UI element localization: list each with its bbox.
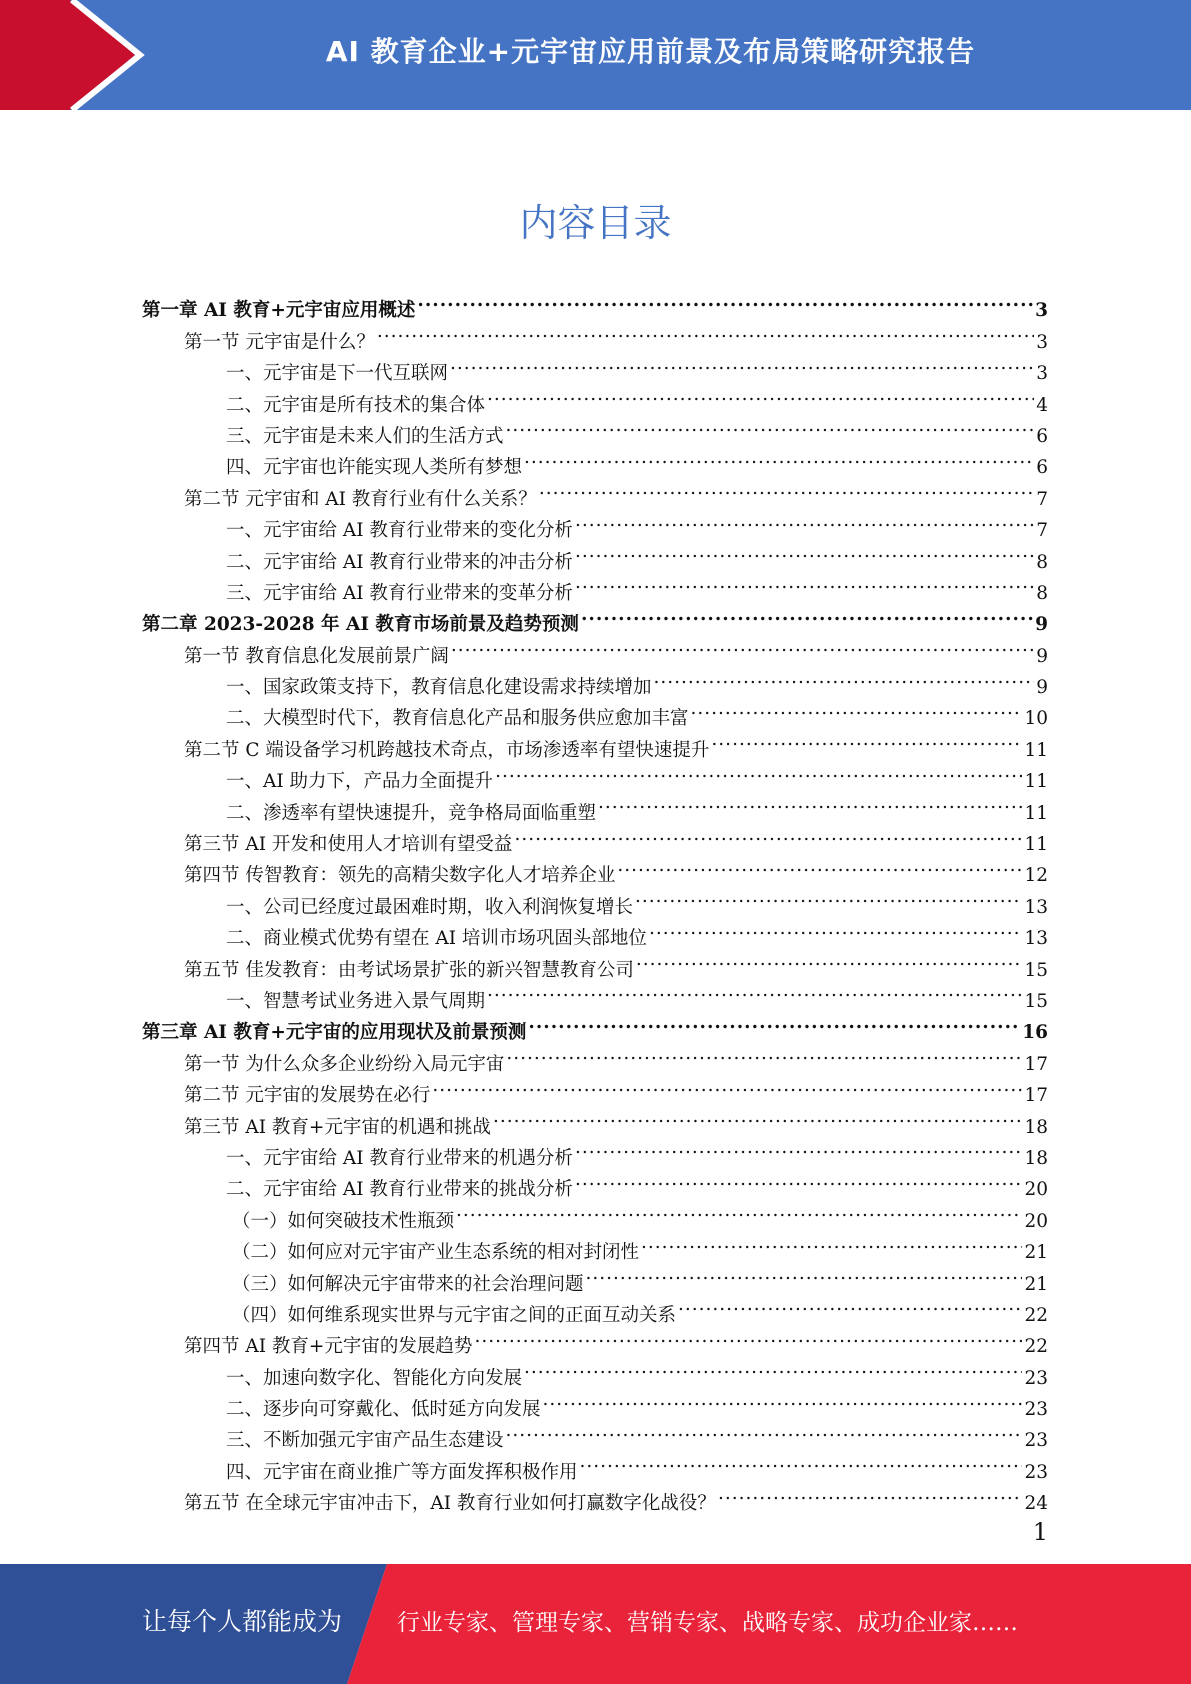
toc-entry-title: 二、元宇宙是所有技术的集合体 <box>226 394 486 416</box>
toc-entry-page: 8 <box>1036 582 1048 604</box>
toc-entry-page: 17 <box>1024 1085 1048 1107</box>
toc-entry-page: 16 <box>1022 1022 1048 1044</box>
toc-entry-page: 12 <box>1024 865 1048 887</box>
toc-dot-leader <box>417 285 1033 316</box>
toc-entry-page: 9 <box>1036 645 1048 667</box>
toc-entry-title: 第三节 AI 教育+元宇宙的机遇和挑战 <box>184 1116 491 1138</box>
toc-entry-title: 二、大模型时代下，教育信息化产品和服务供应愈加丰富 <box>226 708 689 730</box>
toc-entry-page: 13 <box>1024 928 1048 950</box>
toc-dot-leader <box>506 1038 1022 1069</box>
toc-dot-leader <box>456 1195 1022 1226</box>
toc-entry-page: 10 <box>1024 708 1048 730</box>
toc-entry-title: 第四节 AI 教育+元宇宙的发展趋势 <box>184 1336 473 1358</box>
toc-entry-page: 11 <box>1024 739 1048 761</box>
toc-entry-page: 23 <box>1024 1430 1048 1452</box>
toc-entry-page: 17 <box>1024 1053 1048 1075</box>
toc-dot-leader <box>450 348 1034 379</box>
toc-entry-title: 二、逐步向可穿戴化、低时延方向发展 <box>226 1399 541 1421</box>
toc-entry-page: 15 <box>1024 990 1048 1012</box>
toc-entry-page: 7 <box>1036 520 1048 542</box>
toc-dot-leader <box>718 1478 1023 1509</box>
toc-entry-page: 22 <box>1024 1336 1048 1358</box>
toc-dot-leader <box>598 787 1022 818</box>
toc-entry-title: 一、智慧考试业务进入景气周期 <box>226 990 486 1012</box>
toc-dot-leader <box>474 1321 1022 1352</box>
toc-dot-leader <box>543 1384 1023 1415</box>
toc-entry-page: 20 <box>1024 1210 1048 1232</box>
toc-entry-title: 二、渗透率有望快速提升，竞争格局面临重塑 <box>226 802 597 824</box>
footer-slogan-right: 行业专家、管理专家、营销专家、战略专家、成功企业家…… <box>397 1610 1018 1636</box>
toc-entry-title: 第一节 元宇宙是什么？ <box>184 331 375 353</box>
toc-entry-title: 三、元宇宙是未来人们的生活方式 <box>226 425 504 447</box>
toc-dot-leader <box>451 630 1034 661</box>
toc-entry-page: 3 <box>1036 363 1048 385</box>
page-footer <box>0 1564 1191 1684</box>
toc-entry-page: 11 <box>1024 834 1048 856</box>
toc-dot-leader <box>649 913 1023 944</box>
toc-entry-title: 二、元宇宙给 AI 教育行业带来的挑战分析 <box>226 1179 573 1201</box>
toc-entry-page: 23 <box>1024 1461 1048 1483</box>
toc-entry-title: （三）如何解决元宇宙带来的社会治理问题 <box>232 1273 584 1295</box>
toc-entry-title: 第二节 元宇宙的发展势在必行 <box>184 1085 431 1107</box>
toc-entry-page: 21 <box>1024 1242 1048 1264</box>
toc-entry-page: 9 <box>1036 677 1048 699</box>
toc-dot-leader <box>586 1258 1023 1289</box>
toc-entry-page: 20 <box>1024 1179 1048 1201</box>
toc-entry-title: 一、加速向数字化、智能化方向发展 <box>226 1367 523 1389</box>
toc-entry-title: 二、元宇宙给 AI 教育行业带来的冲击分析 <box>226 551 573 573</box>
toc-entry-page: 11 <box>1024 771 1048 793</box>
page-header <box>0 0 1191 110</box>
toc-entry-page: 21 <box>1024 1273 1048 1295</box>
toc-dot-leader <box>617 850 1022 881</box>
toc-dot-leader <box>575 505 1034 536</box>
footer-slogan-left: 让每个人都能成为 <box>142 1607 343 1636</box>
toc-entry-title: （一）如何突破技术性瓶颈 <box>232 1210 455 1232</box>
toc-entry-title: 三、元宇宙给 AI 教育行业带来的变革分析 <box>226 582 573 604</box>
toc-dot-leader <box>636 944 1023 975</box>
toc-entry-title: 第五节 在全球元宇宙冲击下，AI 教育行业如何打赢数字化战役？ <box>184 1493 716 1515</box>
toc-entry[interactable] <box>142 285 1048 322</box>
toc-entry-page: 23 <box>1024 1399 1048 1421</box>
toc-entry-page: 15 <box>1024 959 1048 981</box>
toc-dot-leader <box>654 662 1035 693</box>
toc-dot-leader <box>377 316 1034 347</box>
toc-entry-title: 第二节 元宇宙和 AI 教育行业有什么关系？ <box>184 488 537 510</box>
toc-dot-leader <box>575 536 1034 567</box>
toc-entry-title: 一、AI 助力下，产品力全面提升 <box>226 771 494 793</box>
toc-dot-leader <box>514 819 1022 850</box>
toc-dot-leader <box>581 599 1033 630</box>
toc-dot-leader <box>493 1101 1023 1132</box>
toc-entry-title: 第四节 传智教育：领先的高精尖数字化人才培养企业 <box>184 865 616 887</box>
toc-entry-title: 第三节 AI 开发和使用人才培训有望受益 <box>184 834 513 856</box>
header-title: AI 教育企业+元宇宙应用前景及布局策略研究报告 <box>325 35 976 68</box>
toc-dot-leader <box>524 1352 1022 1383</box>
toc-entry-page: 23 <box>1024 1367 1048 1389</box>
toc-entry-page: 3 <box>1035 300 1048 322</box>
toc-entry-page: 3 <box>1036 331 1048 353</box>
toc-entry-title: 一、公司已经度过最困难时期，收入利润恢复增长 <box>226 896 634 918</box>
toc-dot-leader <box>678 1290 1022 1321</box>
toc-entry-title: 第二章 2023-2028 年 AI 教育市场前景及趋势预测 <box>142 614 579 636</box>
toc-entry-page: 18 <box>1024 1116 1048 1138</box>
toc-dot-leader <box>524 442 1034 473</box>
toc-dot-leader <box>432 1070 1022 1101</box>
toc-entry-title: 第二节 C 端设备学习机跨越技术奇点，市场渗透率有望快速提升 <box>184 739 710 761</box>
toc-entry-page: 6 <box>1036 457 1048 479</box>
toc-entry-title: 第三章 AI 教育+元宇宙的应用现状及前景预测 <box>142 1022 527 1044</box>
toc-entry-title: 第一节 教育信息化发展前景广阔 <box>184 645 449 667</box>
toc-dot-leader <box>635 881 1022 912</box>
toc-dot-leader <box>575 1164 1023 1195</box>
toc-entry-title: 一、元宇宙是下一代互联网 <box>226 363 449 385</box>
toc-dot-leader <box>575 1133 1023 1164</box>
toc-dot-leader <box>487 976 1022 1007</box>
toc-entry-title: （四）如何维系现实世界与元宇宙之间的正面互动关系 <box>232 1304 677 1326</box>
toc-entry-title: 第五节 佳发教育：由考试场景扩张的新兴智慧教育公司 <box>184 959 634 981</box>
toc-entry-page: 7 <box>1036 488 1048 510</box>
page-number: 1 <box>1032 1518 1048 1546</box>
toc-dot-leader <box>495 756 1022 787</box>
toc-entry-title: 四、元宇宙在商业推广等方面发挥积极作用 <box>226 1461 578 1483</box>
toc-entry-title: 一、元宇宙给 AI 教育行业带来的机遇分析 <box>226 1147 573 1169</box>
toc-entry-page: 13 <box>1024 896 1048 918</box>
toc-dot-leader <box>711 724 1022 755</box>
toc-entry-page: 24 <box>1024 1493 1048 1515</box>
toc-entry-page: 22 <box>1024 1304 1048 1326</box>
toc-entry-title: 二、商业模式优势有望在 AI 培训市场巩固头部地位 <box>226 928 647 950</box>
toc-dot-leader <box>575 568 1034 599</box>
toc-entry-title: 三、不断加强元宇宙产品生态建设 <box>226 1430 504 1452</box>
toc-entry-title: 第一节 为什么众多企业纷纷入局元宇宙 <box>184 1053 505 1075</box>
toc-entry-page: 4 <box>1036 394 1048 416</box>
toc-dot-leader <box>539 473 1034 504</box>
toc-heading: 内容目录 <box>519 201 672 245</box>
toc-dot-leader <box>487 379 1034 410</box>
toc-entry-title: 一、元宇宙给 AI 教育行业带来的变化分析 <box>226 520 573 542</box>
toc-entry-title: 四、元宇宙也许能实现人类所有梦想 <box>226 457 523 479</box>
toc-dot-leader <box>691 693 1023 724</box>
toc-dot-leader <box>580 1446 1023 1477</box>
toc-entry-page: 18 <box>1024 1147 1048 1169</box>
toc-entry-page: 9 <box>1035 614 1048 636</box>
toc-entry-page: 11 <box>1024 802 1048 824</box>
header-red-arrow-decoration <box>0 0 150 110</box>
toc-entry-title: 一、国家政策支持下，教育信息化建设需求持续增加 <box>226 677 652 699</box>
toc-entry-title: （二）如何应对元宇宙产业生态系统的相对封闭性 <box>232 1242 640 1264</box>
toc-entry-title: 第一章 AI 教育+元宇宙应用概述 <box>142 300 416 322</box>
toc-dot-leader <box>506 411 1035 442</box>
toc-dot-leader <box>506 1415 1023 1446</box>
table-of-contents <box>142 285 1048 1515</box>
toc-entry-page: 6 <box>1036 425 1048 447</box>
toc-entry-page: 8 <box>1036 551 1048 573</box>
toc-dot-leader <box>528 1007 1020 1038</box>
toc-dot-leader <box>641 1227 1022 1258</box>
